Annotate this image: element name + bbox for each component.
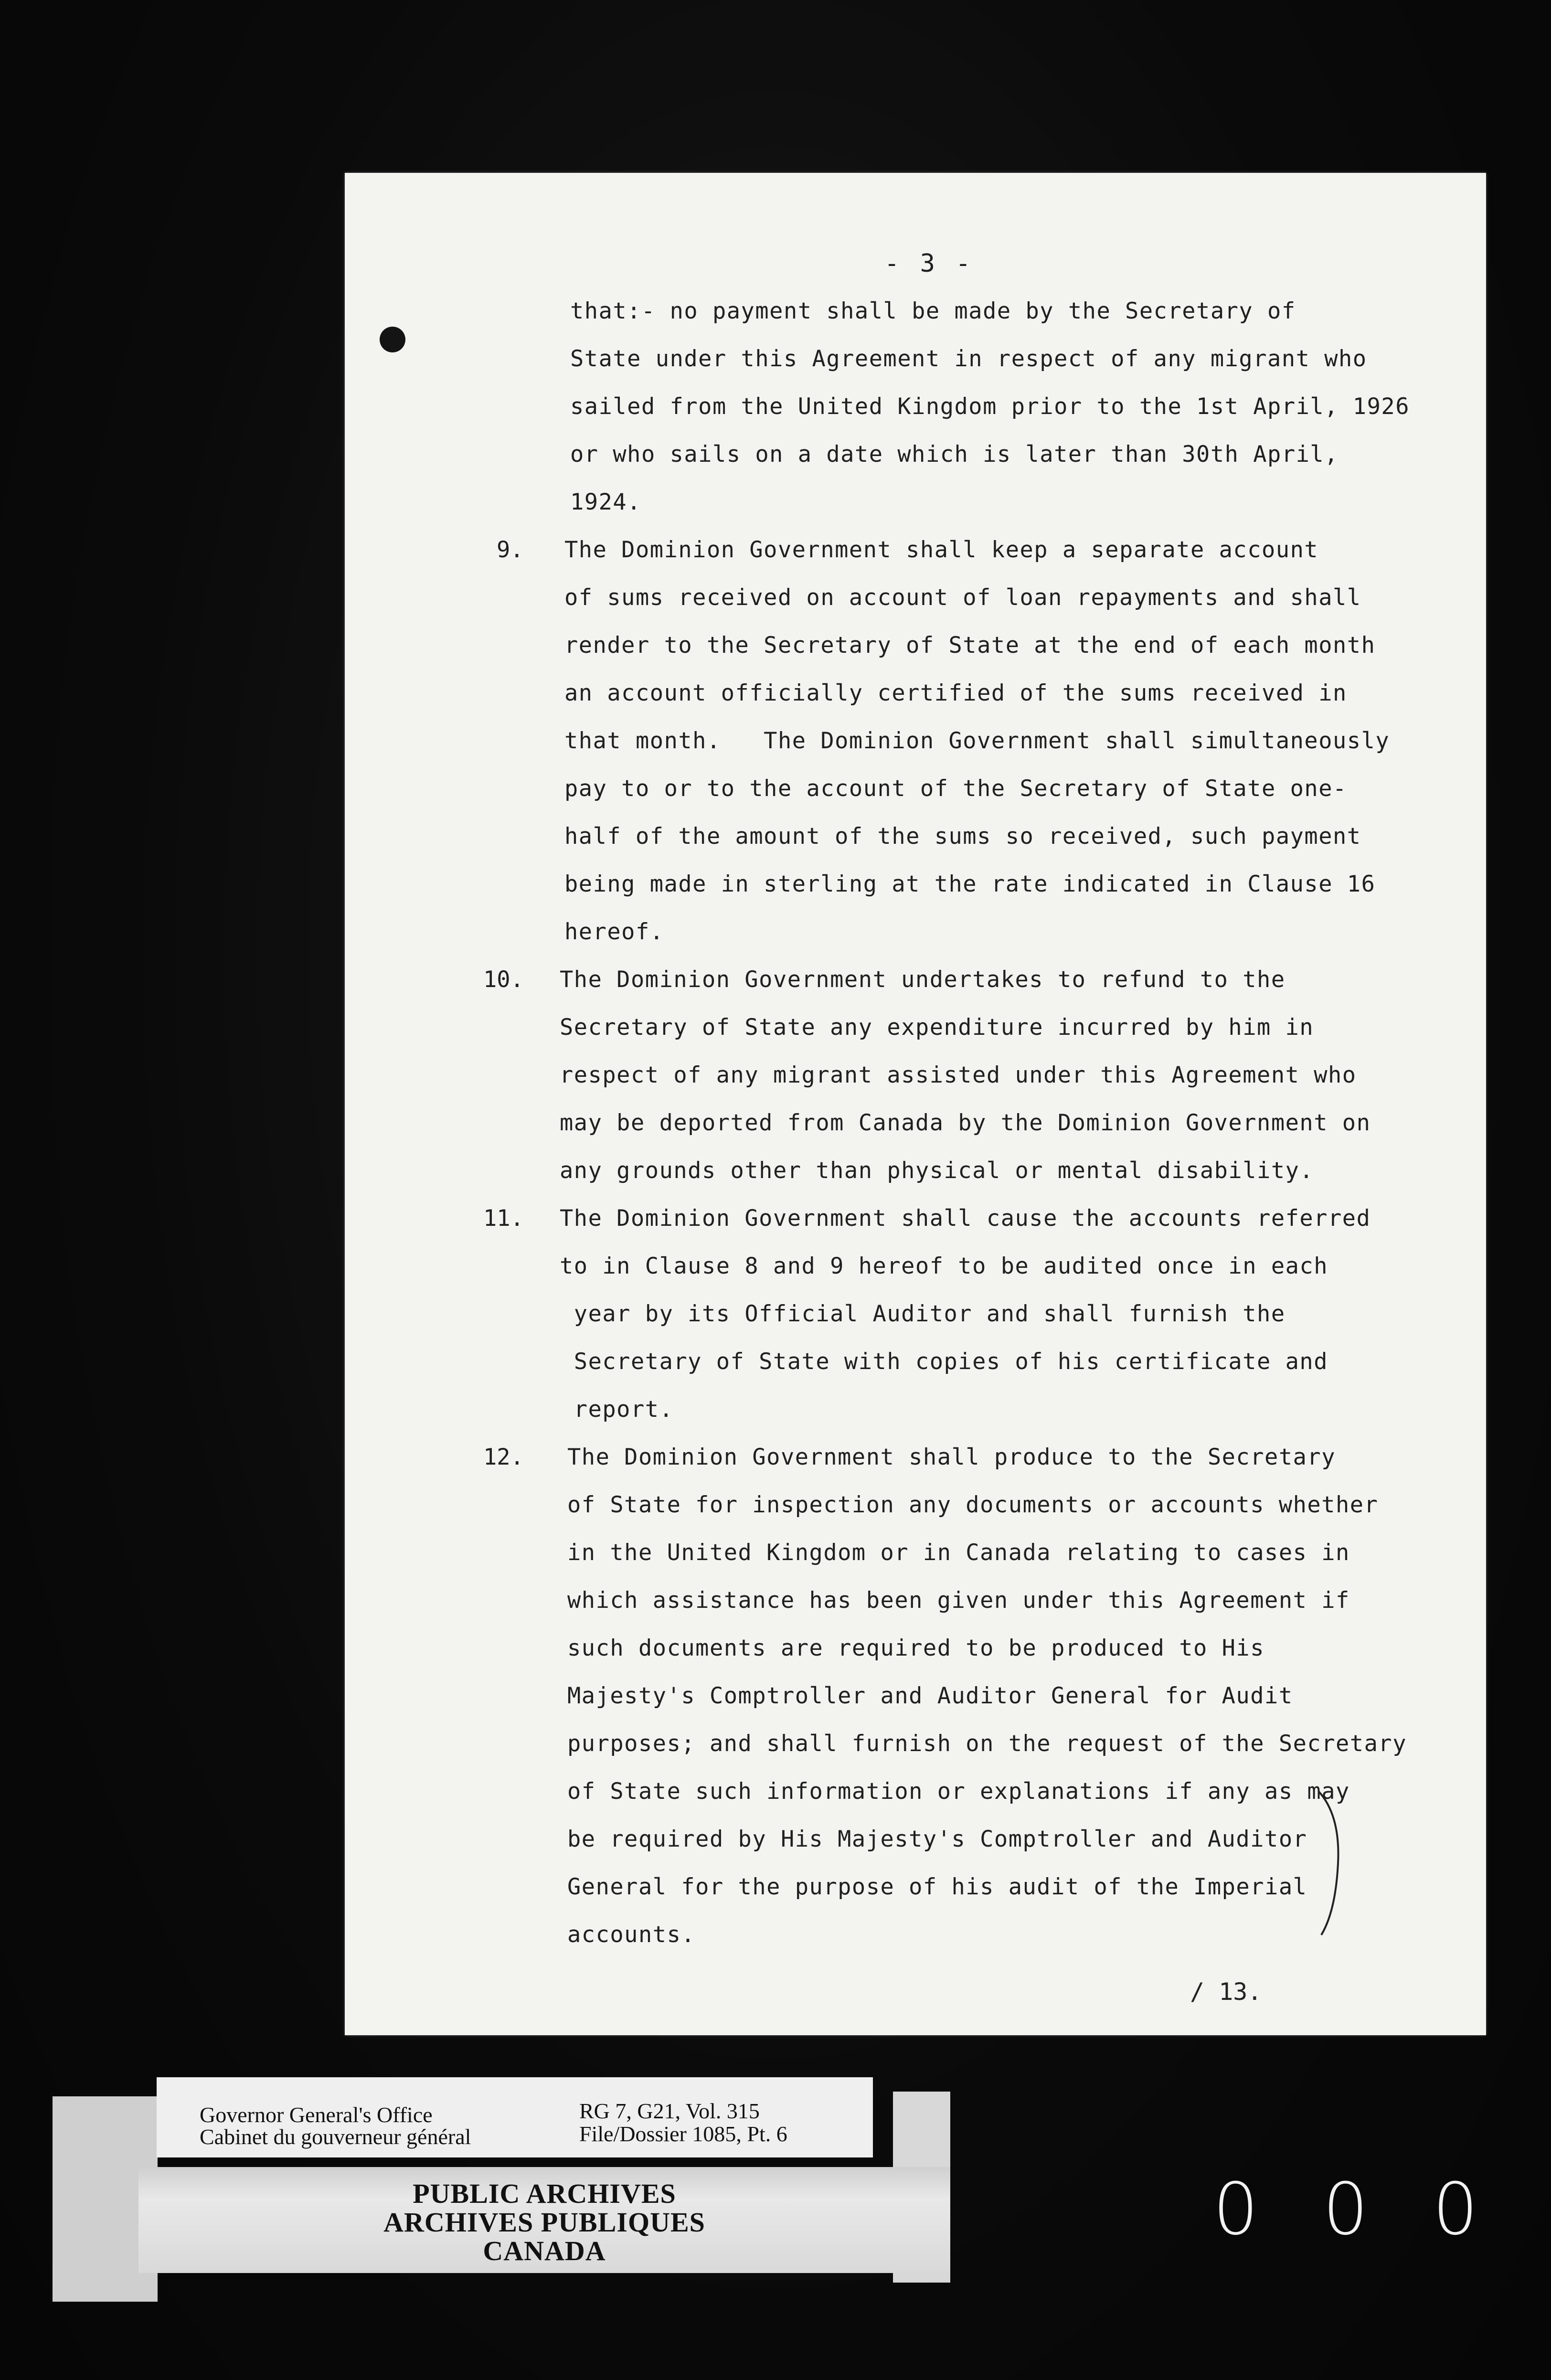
archive-label: [157, 2077, 873, 2157]
text-line: report.: [560, 1396, 674, 1423]
text-line: Secretary of State any expenditure incurred by him in: [560, 1014, 1314, 1041]
text-line: half of the amount of the sums so received, such payment: [564, 823, 1361, 850]
label-office-en: Governor General's Office: [200, 2103, 433, 2127]
text-line: of State for inspection any documents or accounts whether: [567, 1492, 1379, 1518]
label-record-group: RG 7, G21, Vol. 315: [579, 2099, 760, 2123]
frame-number-digit: 0: [1323, 2168, 1369, 2251]
archive-stamp: [138, 2167, 950, 2273]
frame-number-digit: 0: [1433, 2168, 1478, 2251]
stamp-line: CANADA: [483, 2235, 606, 2266]
continuation-mark: / 13.: [1190, 1978, 1262, 2006]
text-line: General for the purpose of his audit of the Imperial: [567, 1874, 1307, 1900]
text-line: render to the Secretary of State at the end of each month: [564, 632, 1376, 659]
text-line: State under this Agreement in respect of any migrant who: [570, 346, 1367, 372]
text-line: pay to or to the account of the Secretary of State one-: [564, 776, 1347, 802]
text-line: may be deported from Canada by the Dominion Government on: [560, 1110, 1371, 1136]
text-line: in the United Kingdom or in Canada relating to cases in: [567, 1540, 1350, 1566]
text-line: Majesty's Comptroller and Auditor General for Audit: [567, 1683, 1293, 1709]
text-line: purposes; and shall furnish on the request of the Secretary: [567, 1731, 1407, 1757]
text-line: hereof.: [564, 919, 664, 945]
text-line: of sums received on account of loan repayments and shall: [564, 584, 1361, 611]
text-line: to in Clause 8 and 9 hereof to be audited once in each: [560, 1253, 1328, 1279]
page-number: - 3 -: [884, 249, 974, 278]
text-line: being made in sterling at the rate indicated in Clause 16: [564, 871, 1376, 897]
text-line: accounts.: [567, 1922, 696, 1948]
clause-number: 10.: [483, 967, 524, 993]
text-line: of State such information or explanations if any as may: [567, 1778, 1350, 1805]
text-line: sailed from the United Kingdom prior to the 1st April, 1926: [570, 393, 1410, 420]
text-line: which assistance has been given under this Agreement if: [567, 1587, 1350, 1614]
text-line: that month. The Dominion Government shall simultaneously: [564, 728, 1390, 754]
text-line: that:- no payment shall be made by the Secretary of: [570, 298, 1296, 324]
text-line: an account officially certified of the sums received in: [564, 680, 1347, 706]
label-office-fr: Cabinet du gouverneur général: [200, 2125, 471, 2149]
clause-number: 9.: [497, 537, 524, 563]
text-line: any grounds other than physical or mental disability.: [560, 1158, 1314, 1184]
clause-number: 12.: [483, 1444, 524, 1470]
text-line: The Dominion Government undertakes to refund to the: [560, 967, 1285, 993]
margin-bracket-mark: [1314, 1787, 1343, 1940]
text-line: The Dominion Government shall keep a separate account: [564, 537, 1319, 563]
label-file-number: File/Dossier 1085, Pt. 6: [579, 2122, 787, 2146]
text-line: 1924.: [570, 489, 641, 515]
clause-number: 11.: [483, 1205, 524, 1232]
text-line: Secretary of State with copies of his certificate and: [560, 1349, 1328, 1375]
punch-hole: [380, 327, 405, 352]
frame-number-digit: 0: [1213, 2168, 1259, 2251]
text-line: or who sails on a date which is later than 30th April,: [570, 441, 1339, 468]
text-line: be required by His Majesty's Comptroller and Auditor: [567, 1826, 1307, 1852]
stamp-line: ARCHIVES PUBLIQUES: [383, 2207, 705, 2238]
text-line: respect of any migrant assisted under this Agreement who: [560, 1062, 1357, 1088]
document-page: [345, 173, 1486, 2035]
text-line: year by its Official Auditor and shall furnish the: [560, 1301, 1285, 1327]
stamp-line: PUBLIC ARCHIVES: [413, 2178, 676, 2209]
text-line: The Dominion Government shall produce to the Secretary: [567, 1444, 1336, 1470]
text-line: such documents are required to be produced to His: [567, 1635, 1265, 1661]
text-line: The Dominion Government shall cause the accounts referred: [560, 1205, 1371, 1232]
